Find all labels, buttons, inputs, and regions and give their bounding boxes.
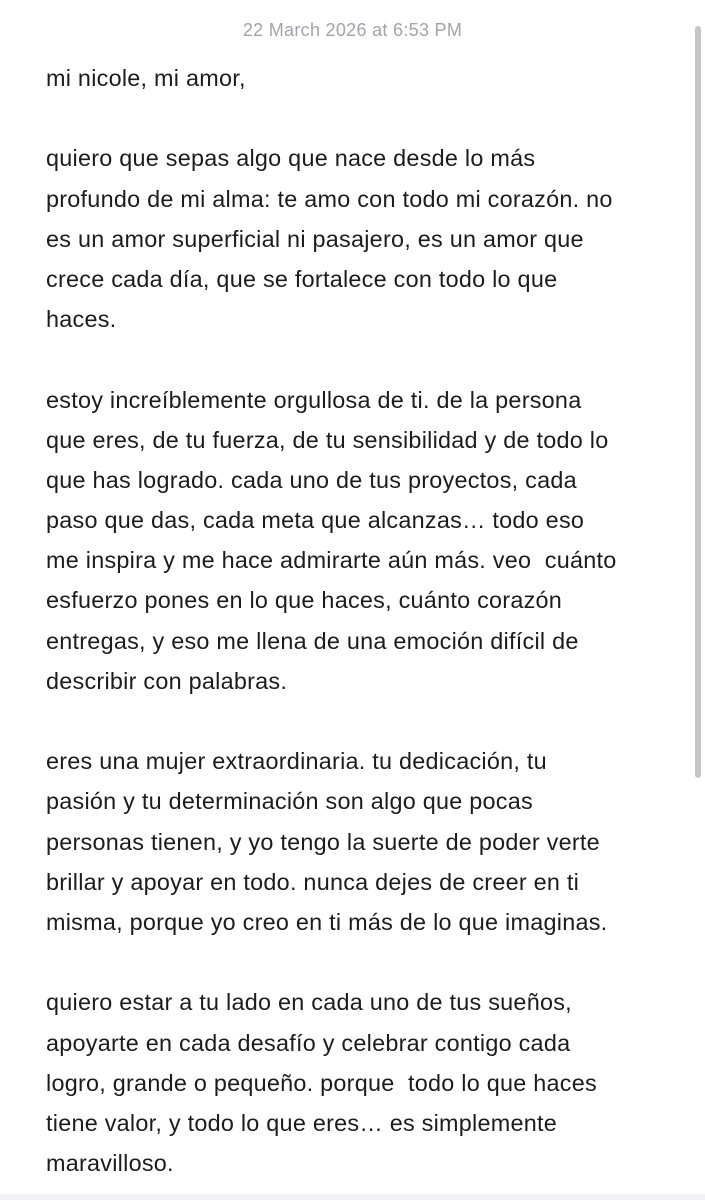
note-line: crece cada día, que se fortalece con todo lo que [46, 265, 558, 292]
note-line: apoyarte en cada desafío y celebrar contigo cada [46, 1029, 571, 1056]
note-line: misma, porque yo creo en ti más de lo que imaginas. [46, 908, 608, 935]
note-line: es un amor superficial ni pasajero, es un amor que [46, 225, 584, 252]
note-line: logro, grande o pequeño. porque todo lo que haces [46, 1069, 597, 1096]
note-line: quiero estar a tu lado en cada uno de tus sueños, [46, 989, 572, 1016]
note-line: entregas, y eso me llena de una emoción difícil de [46, 627, 579, 654]
note-line: me inspira y me hace admirarte aún más. veo cuánto [46, 547, 617, 574]
note-line: haces. [46, 306, 117, 333]
scrollbar-thumb[interactable] [695, 26, 701, 778]
note-line: brillar y apoyar en todo. nunca dejes de creer en ti [46, 868, 580, 895]
note-line: maravilloso. [46, 1150, 174, 1177]
note-line: tiene valor, y todo lo que eres… es simplemente [46, 1109, 558, 1136]
note-line: que has logrado. cada uno de tus proyectos, cada [46, 466, 577, 493]
note-line: pasión y tu determinación son algo que pocas [46, 788, 533, 815]
bottom-divider [0, 1194, 705, 1200]
paragraph-gap [46, 942, 676, 982]
note-line: profundo de mi alma: te amo con todo mi corazón. no [46, 185, 613, 212]
note-line: paso que das, cada meta que alcanzas… todo eso [46, 507, 585, 534]
paragraph-gap [46, 98, 676, 138]
note-line: quiero que sepas algo que nace desde lo más [46, 145, 536, 172]
paragraph-gap [46, 339, 676, 379]
note-line: mi nicole, mi amor, [46, 65, 246, 91]
note-line: personas tienen, y yo tengo la suerte de poder verte [46, 828, 600, 855]
note-line: describir con palabras. [46, 667, 288, 694]
note-timestamp: 22 March 2026 at 6:53 PM [242, 20, 463, 40]
note-line: eres una mujer extraordinaria. tu dedicación, tu [46, 748, 547, 775]
note-body[interactable] [46, 58, 676, 1183]
note-line: esfuerzo pones en lo que haces, cuánto corazón [46, 587, 563, 614]
note-line: que eres, de tu fuerza, de tu sensibilidad y de todo lo [46, 426, 609, 453]
note-line: estoy increíblemente orgullosa de ti. de la persona [46, 386, 582, 413]
paragraph-gap [46, 701, 676, 741]
